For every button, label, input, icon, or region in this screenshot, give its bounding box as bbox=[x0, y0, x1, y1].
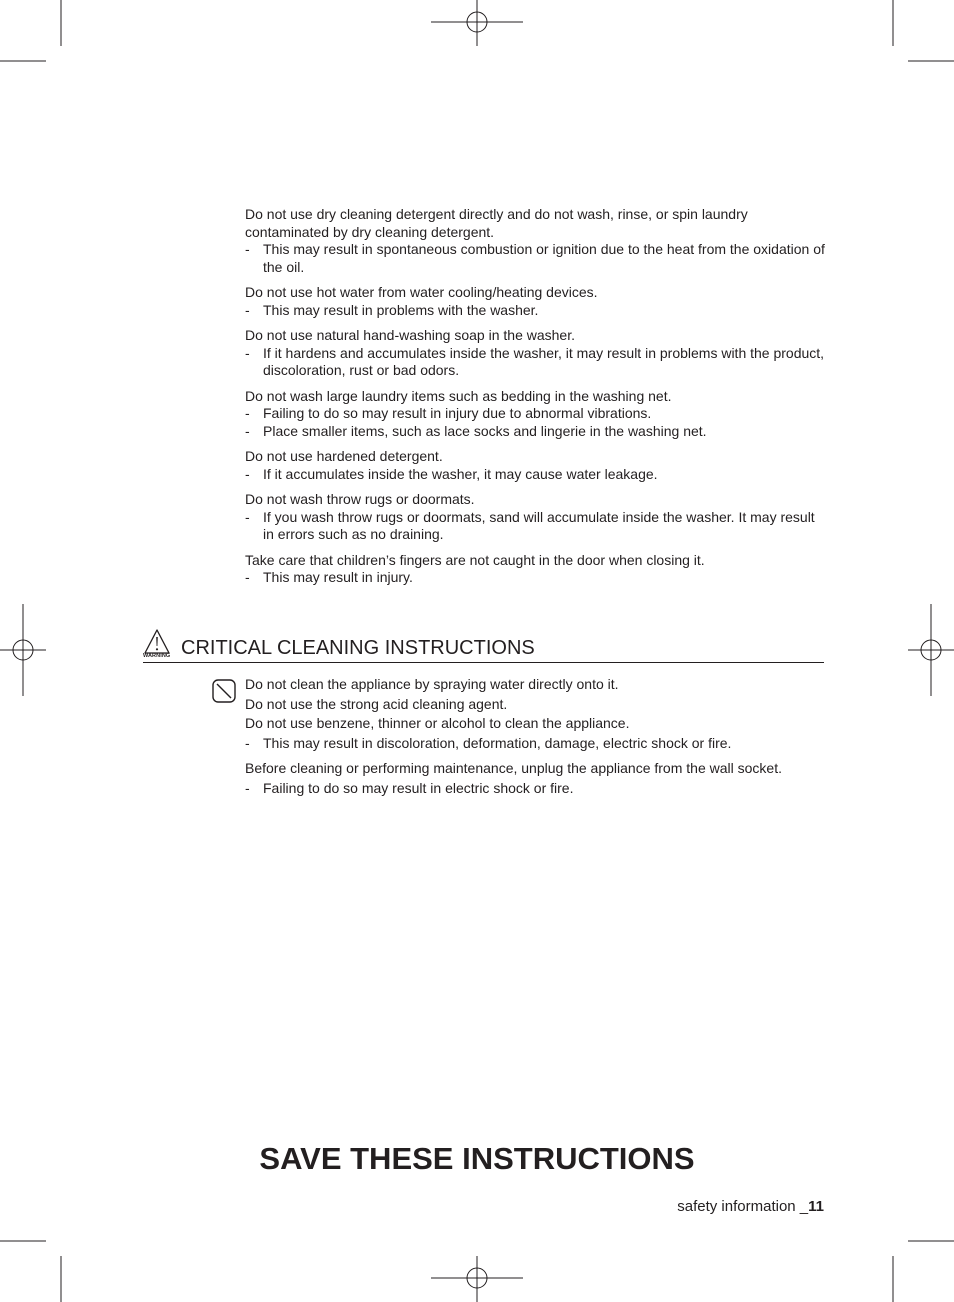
list-item bbox=[245, 448, 825, 483]
footer-section-label: safety information _ bbox=[677, 1198, 809, 1215]
list-item bbox=[245, 327, 825, 380]
list-item bbox=[245, 552, 825, 587]
page-number: 11 bbox=[808, 1198, 824, 1215]
warning-label: WARNING bbox=[143, 653, 171, 659]
consequence-text: - This may result in discoloration, deformation, damage, electric shock or fire. bbox=[245, 735, 825, 753]
consequence-text: - This may result in problems with the washer. bbox=[245, 302, 825, 320]
consequence-text: - If it hardens and accumulates inside the washer, it may result in problems with the product, discoloration, rust or bad odors. bbox=[245, 345, 825, 380]
page-footer bbox=[677, 1197, 824, 1217]
prohibited-icon bbox=[212, 679, 236, 703]
consequence-text: - Failing to do so may result in electric shock or fire. bbox=[245, 780, 825, 798]
instruction-text: Do not wash large laundry items such as bedding in the washing net. bbox=[245, 387, 672, 404]
instruction-text: Do not use benzene, thinner or alcohol to clean the appliance. bbox=[245, 715, 630, 731]
consequence-text: - This may result in injury. bbox=[245, 569, 825, 587]
consequence-text: - If it accumulates inside the washer, it may cause water leakage. bbox=[245, 466, 825, 484]
list-item bbox=[245, 206, 825, 276]
safety-list bbox=[245, 206, 825, 587]
instruction-text: Do not use natural hand-washing soap in the washer. bbox=[245, 327, 575, 343]
instruction-text: Do not clean the appliance by spraying water directly onto it. bbox=[245, 676, 619, 692]
consequence-text: - Failing to do so may result in injury due to abnormal vibrations. bbox=[245, 405, 825, 423]
instruction-text: Do not wash throw rugs or doormats. bbox=[245, 491, 475, 507]
list-item bbox=[245, 388, 825, 441]
consequence-text: - Place smaller items, such as lace socks and lingerie in the washing net. bbox=[245, 423, 825, 441]
section-title: CRITICAL CLEANING INSTRUCTIONS bbox=[181, 637, 535, 659]
instruction-text: Do not use hardened detergent. bbox=[245, 448, 443, 464]
instruction-text: Before cleaning or performing maintenance, unplug the appliance from the wall socket. bbox=[245, 760, 782, 776]
section-header bbox=[143, 626, 824, 663]
instruction-text: Do not use the strong acid cleaning agent. bbox=[245, 695, 508, 712]
consequence-text: - If you wash throw rugs or doormats, sand will accumulate inside the washer. It may result in errors such as no draining. bbox=[245, 509, 825, 544]
list-item bbox=[245, 676, 825, 752]
save-instructions-heading: SAVE THESE INSTRUCTIONS bbox=[259, 1141, 695, 1176]
list-item bbox=[245, 491, 825, 544]
consequence-text: - This may result in spontaneous combustion or ignition due to the heat from the oxidation of the oil. bbox=[245, 241, 825, 276]
list-item bbox=[245, 760, 825, 797]
instruction-text: Take care that children’s fingers are not caught in the door when closing it. bbox=[245, 551, 705, 568]
list-item bbox=[245, 284, 825, 319]
instruction-text: Do not use dry cleaning detergent directly and do not wash, rinse, or spin laundry contaminated by dry cleaning detergent. bbox=[245, 206, 748, 240]
instruction-text: Do not use hot water from water cooling/heating devices. bbox=[245, 284, 598, 300]
cleaning-list bbox=[245, 676, 825, 797]
